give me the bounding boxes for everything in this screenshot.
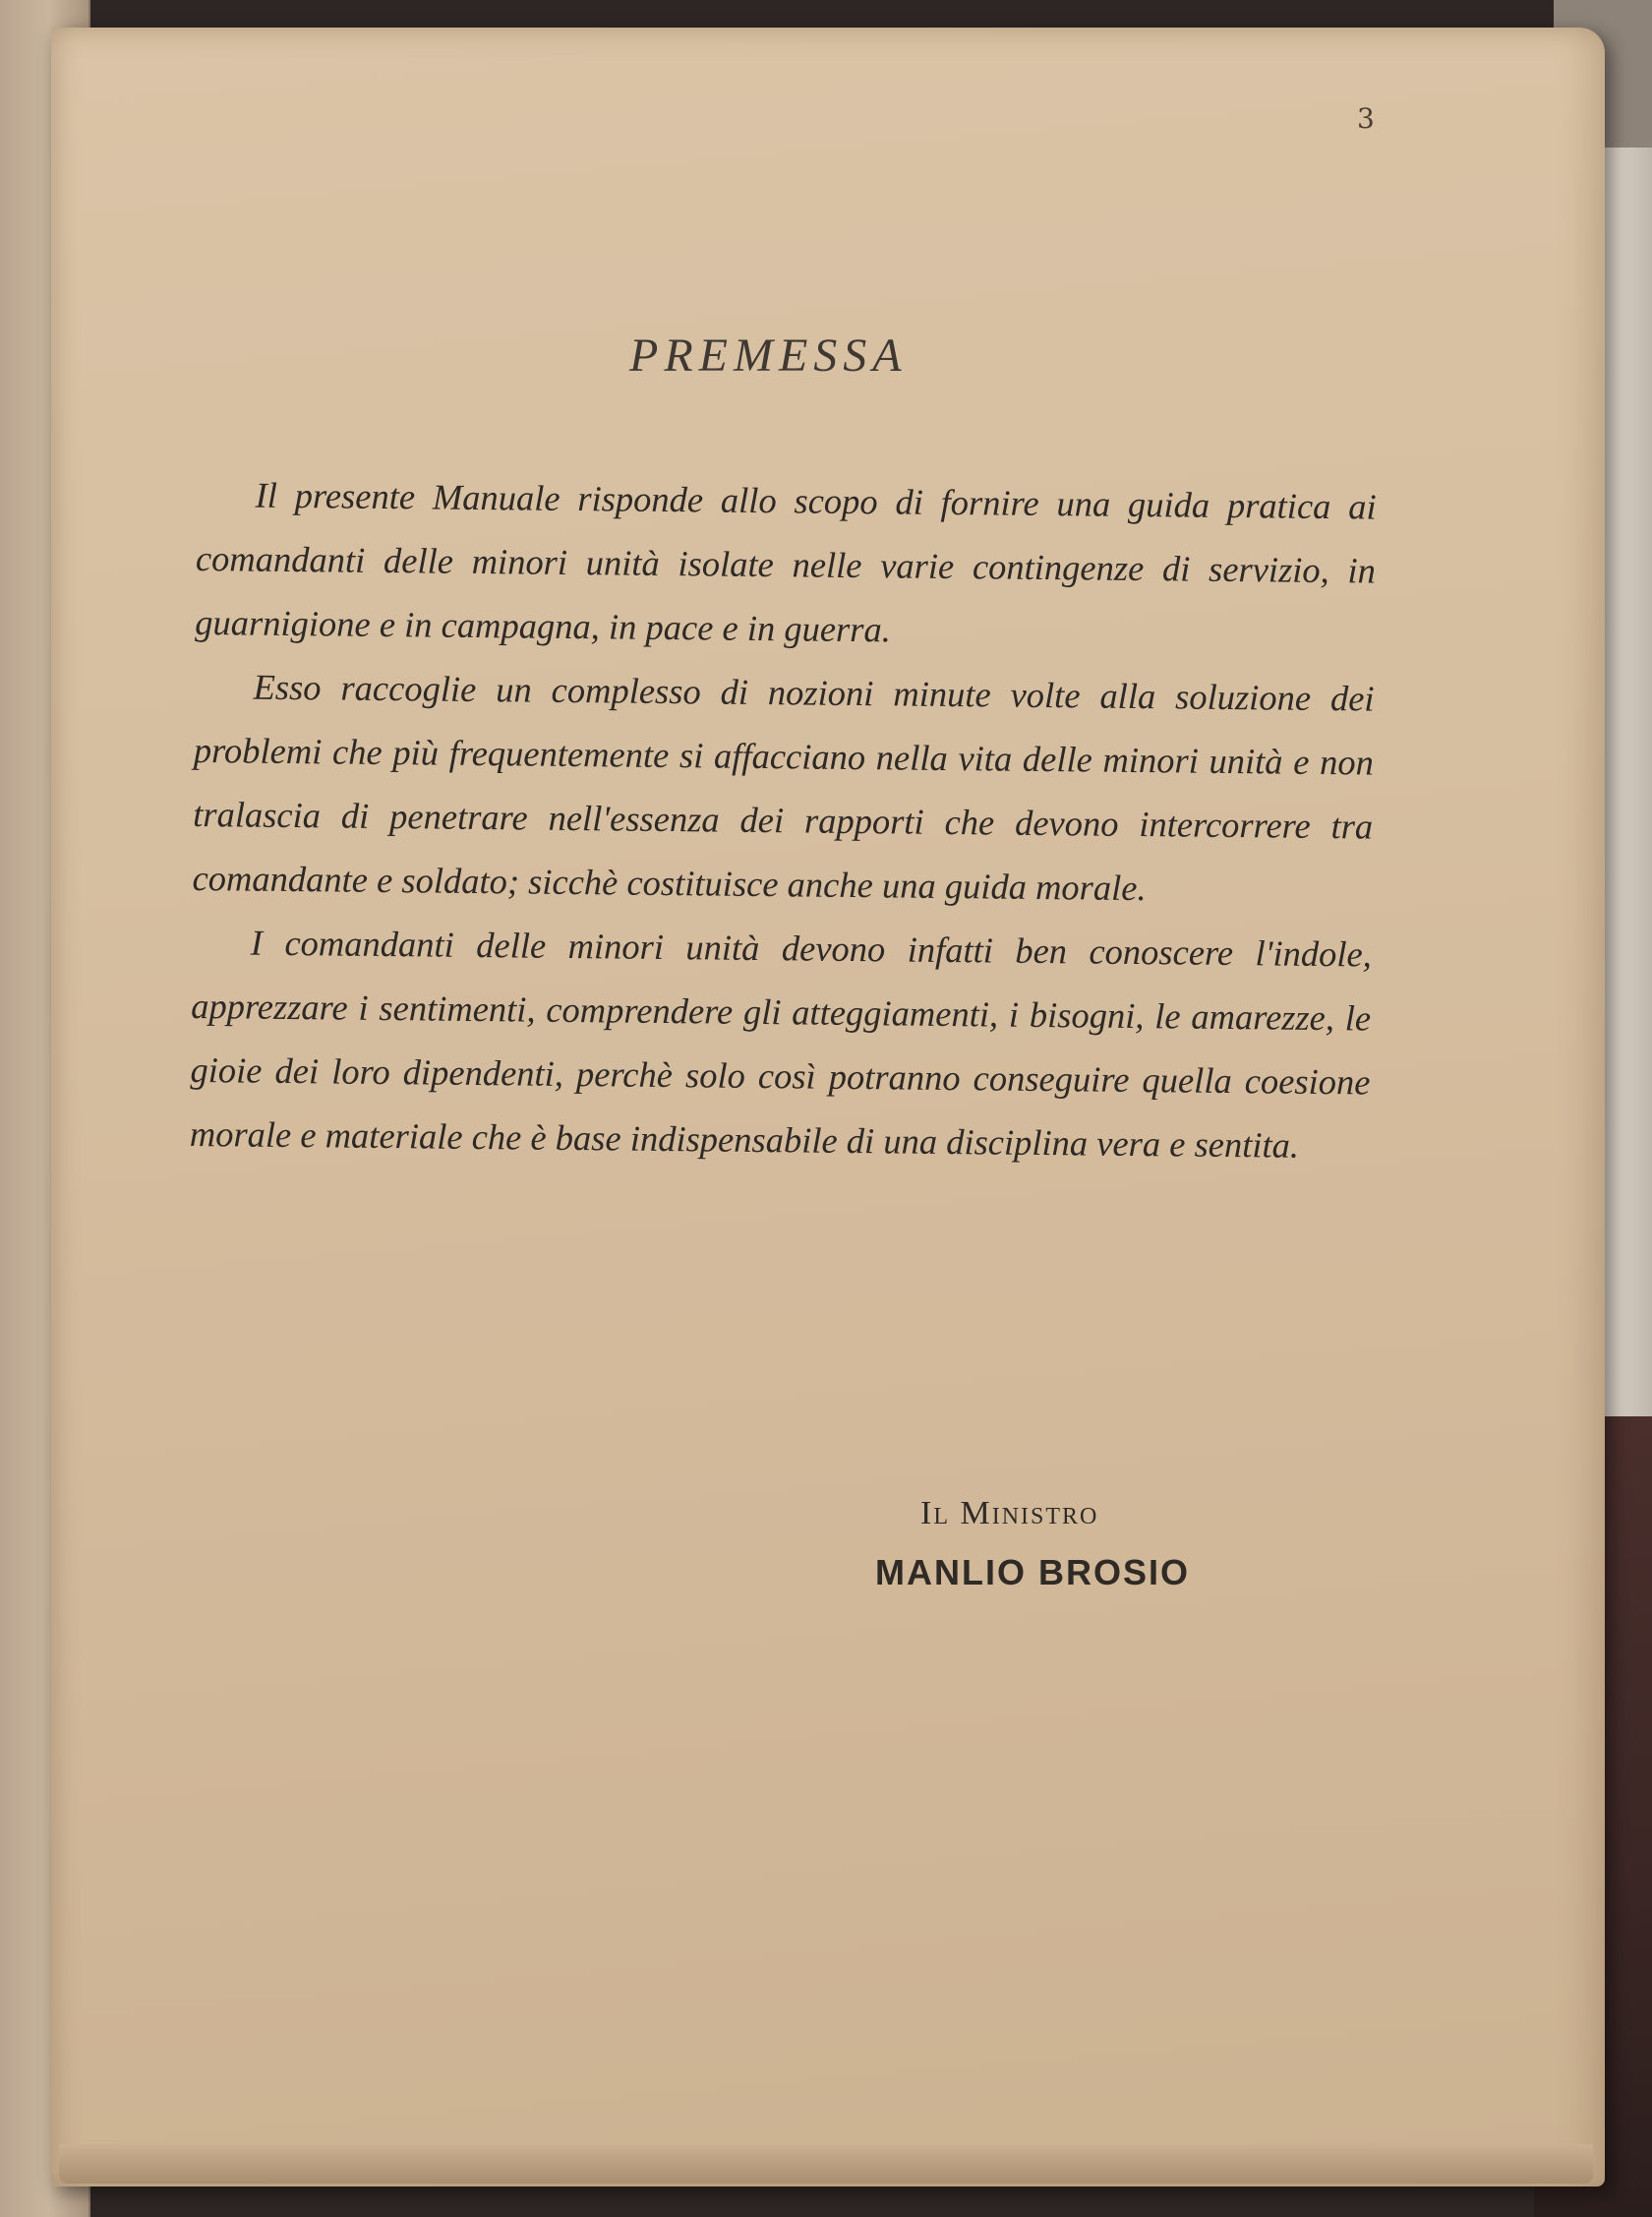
signature-name: MANLIO BROSIO xyxy=(875,1552,1190,1592)
paragraph: I comandanti delle minori unità devono infatti ben conoscere l'indole, apprezzare i sentimenti, comprendere gli atteggiamenti, i bisogni, le amarezze, le gioie dei loro dipendenti, perchè solo così potranno conseguire quella coesione morale e materiale che è base indispensabile di una disciplina vera e sentita. xyxy=(189,922,1373,1166)
body-text xyxy=(190,462,1377,1178)
signature-role: Il Ministro xyxy=(920,1495,1099,1531)
page-number: 3 xyxy=(1357,102,1375,135)
page-bottom-edge xyxy=(59,2144,1593,2184)
signature-block xyxy=(875,1495,1268,1593)
page-title: PREMESSA xyxy=(629,330,908,382)
paragraph: Esso raccoglie un complesso di nozioni minute volte alla soluzione dei problemi che più frequentemente si affacciano nella vita delle minori unità e non tralascia di penetrare nell'essenza dei rapporti che devono intercorrere tra comandante e soldato; sicchè costituisce anche una guida morale. xyxy=(192,666,1375,909)
paragraph: Il presente Manuale risponde allo scopo di fornire una guida pratica ai comandanti delle minori unità isolate nelle varie contingenze di servizio, in guarnigione e in campagna, in pace e in guerra. xyxy=(195,474,1377,650)
